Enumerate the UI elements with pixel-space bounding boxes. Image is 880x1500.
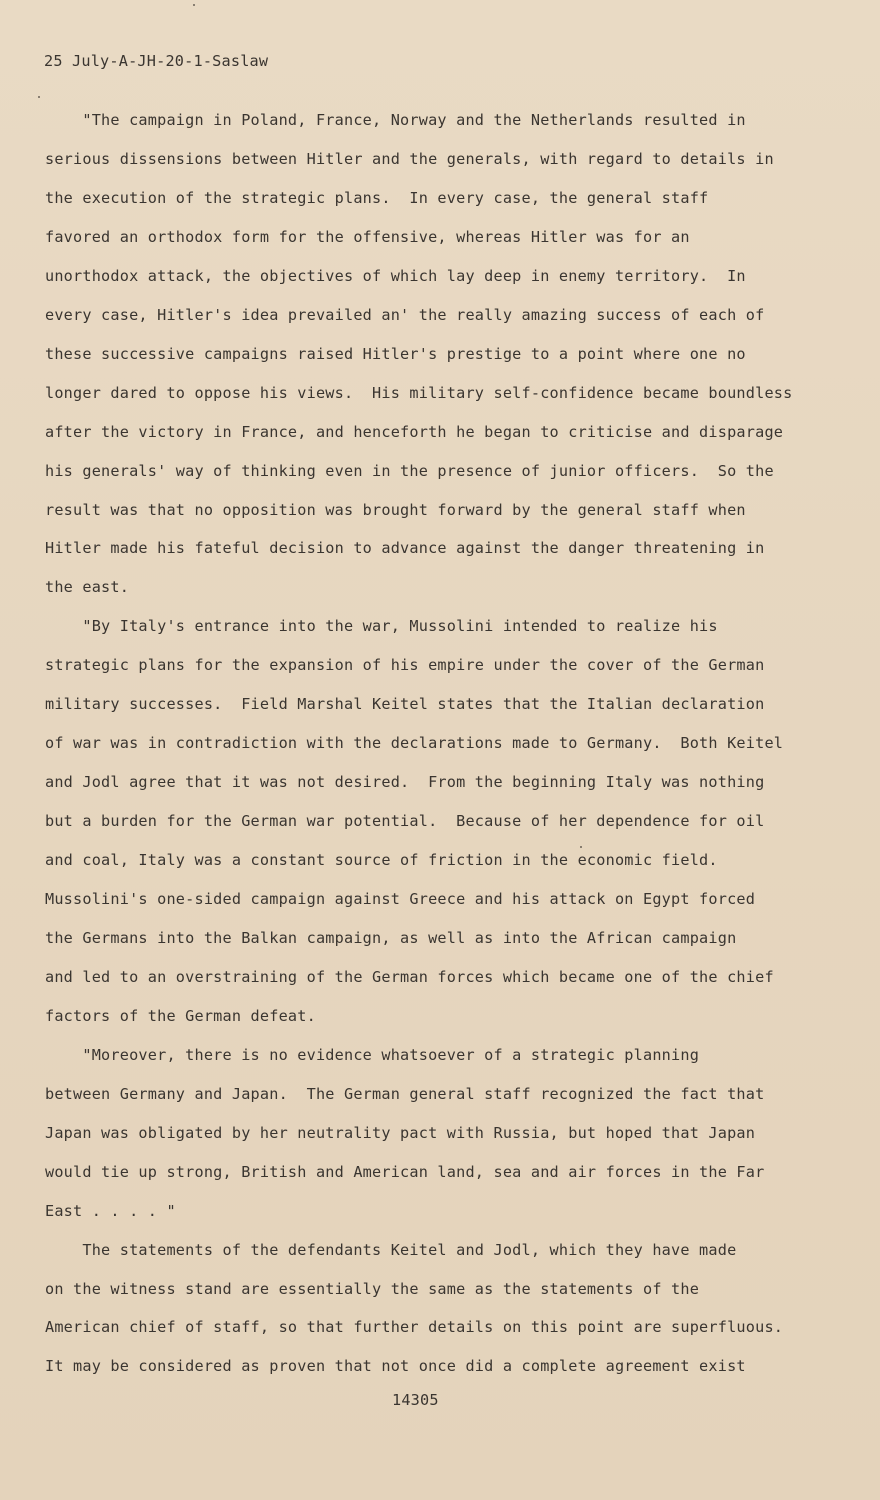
text-line: every case, Hitler's idea prevailed an' the really amazing success of each of <box>45 305 765 324</box>
text-line: serious dissensions between Hitler and the generals, with regard to details in <box>45 149 774 168</box>
text-line: but a burden for the German war potential. Because of her dependence for oil <box>45 812 765 831</box>
text-line: longer dared to oppose his views. His military self-confidence became boundless <box>45 383 793 402</box>
text-line: American chief of staff, so that further details on this point are superfluous. <box>45 1318 784 1337</box>
document-header: 25 July-A-JH-20-1-Saslaw <box>44 52 269 70</box>
paper-speck <box>38 96 40 98</box>
text-line: would tie up strong, British and American land, sea and air forces in the Far <box>45 1162 765 1181</box>
text-line: result was that no opposition was brought forward by the general staff when <box>45 500 746 519</box>
text-line: his generals' way of thinking even in the presence of junior officers. So the <box>45 461 774 480</box>
text-line: of war was in contradiction with the declarations made to Germany. Both Keitel <box>45 734 784 753</box>
text-line: East . . . . " <box>45 1201 176 1220</box>
page-number: 14305 <box>392 1391 439 1409</box>
text-line: favored an orthodox form for the offensive, whereas Hitler was for an <box>45 227 690 246</box>
text-line: Hitler made his fateful decision to advance against the danger threatening in <box>45 539 765 558</box>
text-line: "By Italy's entrance into the war, Mussolini intended to realize his <box>45 617 718 636</box>
text-line: Mussolini's one-sided campaign against Greece and his attack on Egypt forced <box>45 890 756 908</box>
text-line: the east. <box>45 578 130 597</box>
text-line: factors of the German defeat. <box>45 1006 316 1025</box>
text-line: It may be considered as proven that not once did a complete agreement exist <box>45 1357 746 1376</box>
text-line: after the victory in France, and henceforth he began to criticise and disparage <box>45 422 784 441</box>
text-line: on the witness stand are essentially the same as the statements of the <box>45 1279 700 1298</box>
text-line: Japan was obligated by her neutrality pact with Russia, but hoped that Japan <box>45 1123 756 1142</box>
paper-speck <box>580 846 582 848</box>
text-line: strategic plans for the expansion of his empire under the cover of the German <box>45 656 765 675</box>
text-line: the execution of the strategic plans. In every case, the general staff <box>45 188 709 207</box>
text-line: military successes. Field Marshal Keitel states that the Italian declaration <box>45 695 765 714</box>
text-line: "The campaign in Poland, France, Norway and the Netherlands resulted in <box>45 111 746 129</box>
text-line: and coal, Italy was a constant source of friction in the economic field. <box>45 851 718 870</box>
text-line: these successive campaigns raised Hitler's prestige to a point where one no <box>45 344 746 363</box>
text-line: "Moreover, there is no evidence whatsoever of a strategic planning <box>45 1045 700 1064</box>
text-line: and Jodl agree that it was not desired. From the beginning Italy was nothing <box>45 773 765 792</box>
paper-speck <box>193 4 195 6</box>
text-line: The statements of the defendants Keitel and Jodl, which they have made <box>45 1240 737 1259</box>
text-line: and led to an overstraining of the German forces which became one of the chief <box>45 967 774 986</box>
text-line: between Germany and Japan. The German general staff recognized the fact that <box>45 1084 765 1103</box>
text-line: unorthodox attack, the objectives of which lay deep in enemy territory. In <box>45 266 746 285</box>
text-line: the Germans into the Balkan campaign, as well as into the African campaign <box>45 928 737 947</box>
